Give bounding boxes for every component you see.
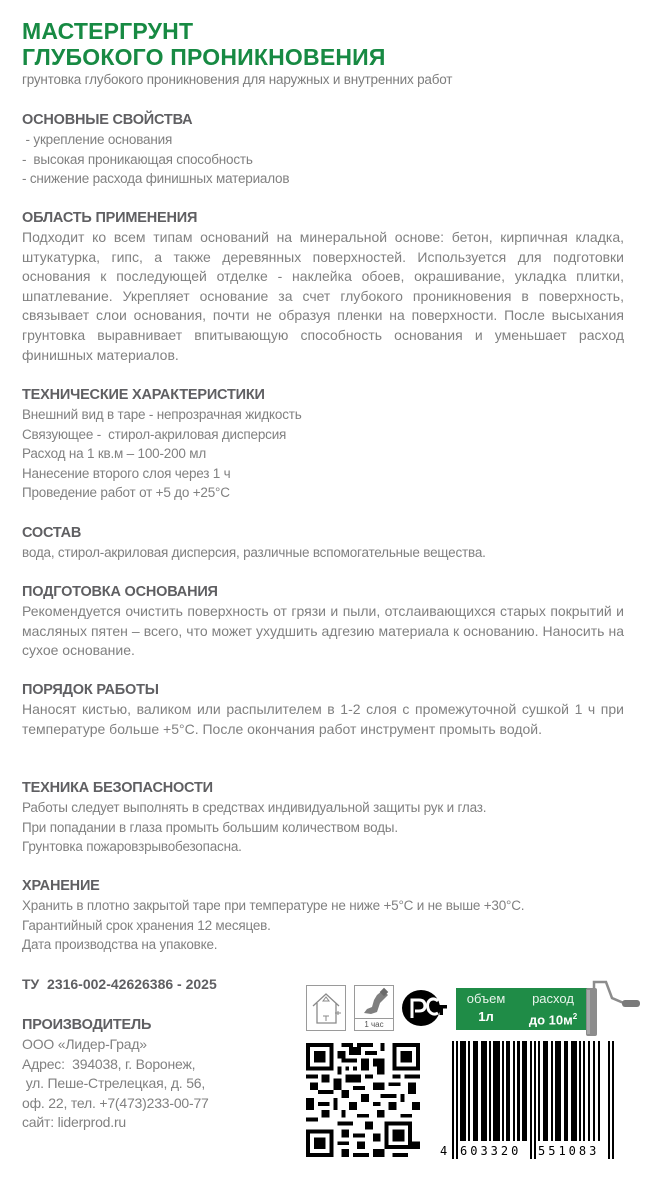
product-subtitle: грунтовка глубокого проникновения для наружных и внутренних работ xyxy=(22,72,453,87)
section-composition xyxy=(22,523,624,563)
storage-line: Хранить в плотно закрытой таре при температуре не ниже +5°С и не выше +30°С. xyxy=(22,898,525,913)
section-preparation xyxy=(22,582,624,661)
barcode-digits-right: 551083 xyxy=(538,1144,600,1158)
section-text: Подходит ко всем типам оснований на минеральной основе: бетон, кирпичная кладка, штукатурка, гипс, а также деревянных поверхностей. Используется для подготовки основания к последующей отделке - наклейка обоев, окрашивание, укладка плитки, шпатлевание. Укрепляет основание за счет глубокого проникновения в поверхность, связывает слои основания, почти не образуя пленки на поверхности. После высыхания грунтовка выравнивает впитывающую способность основания и уменьшает расход финишных материалов. xyxy=(22,229,624,363)
section-text: Наносят кистью, валиком или распылителем в 1-2 слоя с промежуточной сушкой 1 ч при температуре больше +5°С. После окончания работ инструмент промыть водой. xyxy=(22,701,624,737)
spec-line: Внешний вид в таре - непрозрачная жидкость xyxy=(22,407,302,422)
section-safety xyxy=(22,778,624,857)
drying-time-caption: 1 час xyxy=(355,1018,393,1030)
section-heading: ОСНОВНЫЕ СВОЙСТВА xyxy=(22,112,193,128)
house-icon xyxy=(306,985,346,1031)
tu-number: ТУ 2316-002-42626386 - 2025 xyxy=(22,976,217,992)
section-heading: ОБЛАСТЬ ПРИМЕНЕНИЯ xyxy=(22,210,198,226)
volume-block xyxy=(466,990,506,1026)
volume-coverage-badge xyxy=(456,988,589,1030)
manufacturer-block xyxy=(22,1015,282,1133)
manufacturer-line: Адрес: 394038, г. Воронеж, xyxy=(22,1055,196,1072)
spec-line: Связующее - стирол-акриловая дисперсия xyxy=(22,426,287,442)
section-text: вода, стирол-акриловая дисперсия, различные вспомогательные вещества. xyxy=(22,545,486,560)
safety-line: При попадании в глаза промыть большим количеством воды. xyxy=(22,819,398,835)
section-heading: ПОДГОТОВКА ОСНОВАНИЯ xyxy=(22,584,218,600)
section-storage xyxy=(22,876,624,955)
section-heading: ТЕХНИЧЕСКИЕ ХАРАКТЕРИСТИКИ xyxy=(22,387,265,403)
safety-line: Работы следует выполнять в средствах индивидуальной защиты рук и глаз. xyxy=(22,800,487,815)
paint-roller-icon xyxy=(586,980,642,1041)
list-item: - снижение расхода финишных материалов xyxy=(22,171,290,187)
section-procedure xyxy=(22,680,624,739)
section-text: Рекомендуется очистить поверхность от грязи и пыли, отслаивающихся старых покрытий и масляных пятен – всего, что может ухудшить адгезию материала к основанию. Наносить на сухое основание. xyxy=(22,603,624,659)
manufacturer-line: ул. Пеше-Стрелецкая, д. 56, xyxy=(22,1075,206,1092)
barcode-digit-first: 4 xyxy=(440,1144,448,1158)
section-properties xyxy=(22,110,624,189)
spec-line: Проведение работ от +5 до +25°С xyxy=(22,485,230,501)
title-line-2: ГЛУБОКОГО ПРОНИКНОВЕНИЯ xyxy=(22,44,386,70)
touch-dry-icon xyxy=(354,985,394,1031)
rst-certification-icon xyxy=(402,989,448,1032)
coverage-value xyxy=(520,1008,586,1029)
manufacturer-line: оф. 22, тел. +7(473)233-00-77 xyxy=(22,1094,209,1111)
list-item: - высокая проникающая способность xyxy=(22,151,253,167)
section-specs xyxy=(22,385,624,503)
storage-line: Гарантийный срок хранения 12 месяцев. xyxy=(22,917,271,933)
title-line-1: МАСТЕРГРУНТ xyxy=(22,18,194,44)
list-item: - укрепление основания xyxy=(22,132,173,147)
storage-line: Дата производства на упаковке. xyxy=(22,937,218,953)
barcode-digits-left: 603320 xyxy=(460,1144,522,1158)
section-heading: ПРОИЗВОДИТЕЛЬ xyxy=(22,1017,152,1033)
volume-label: объем xyxy=(466,991,506,1006)
square-superscript: 2 xyxy=(572,1012,578,1021)
website-link[interactable]: сайт: liderprod.ru xyxy=(22,1114,127,1131)
section-application xyxy=(22,208,624,365)
qr-code[interactable] xyxy=(306,1043,420,1157)
spec-line: Расход на 1 кв.м – 100-200 мл xyxy=(22,446,206,462)
coverage-label: расход xyxy=(532,991,574,1006)
section-heading: ТЕХНИКА БЕЗОПАСНОСТИ xyxy=(22,780,213,796)
ean13-barcode xyxy=(440,1041,640,1159)
safety-line: Грунтовка пожаровзрывобезопасна. xyxy=(22,839,242,855)
spec-line: Нанесение второго слоя через 1 ч xyxy=(22,465,231,481)
volume-value: 1л xyxy=(478,1009,494,1024)
section-heading: ХРАНЕНИЕ xyxy=(22,878,100,894)
section-heading: СОСТАВ xyxy=(22,525,82,541)
section-heading: ПОРЯДОК РАБОТЫ xyxy=(22,682,159,698)
product-title xyxy=(22,18,386,70)
coverage-block xyxy=(520,990,586,1029)
coverage-amount: до 10м xyxy=(528,1012,573,1028)
manufacturer-line: ООО «Лидер-Град» xyxy=(22,1036,147,1052)
